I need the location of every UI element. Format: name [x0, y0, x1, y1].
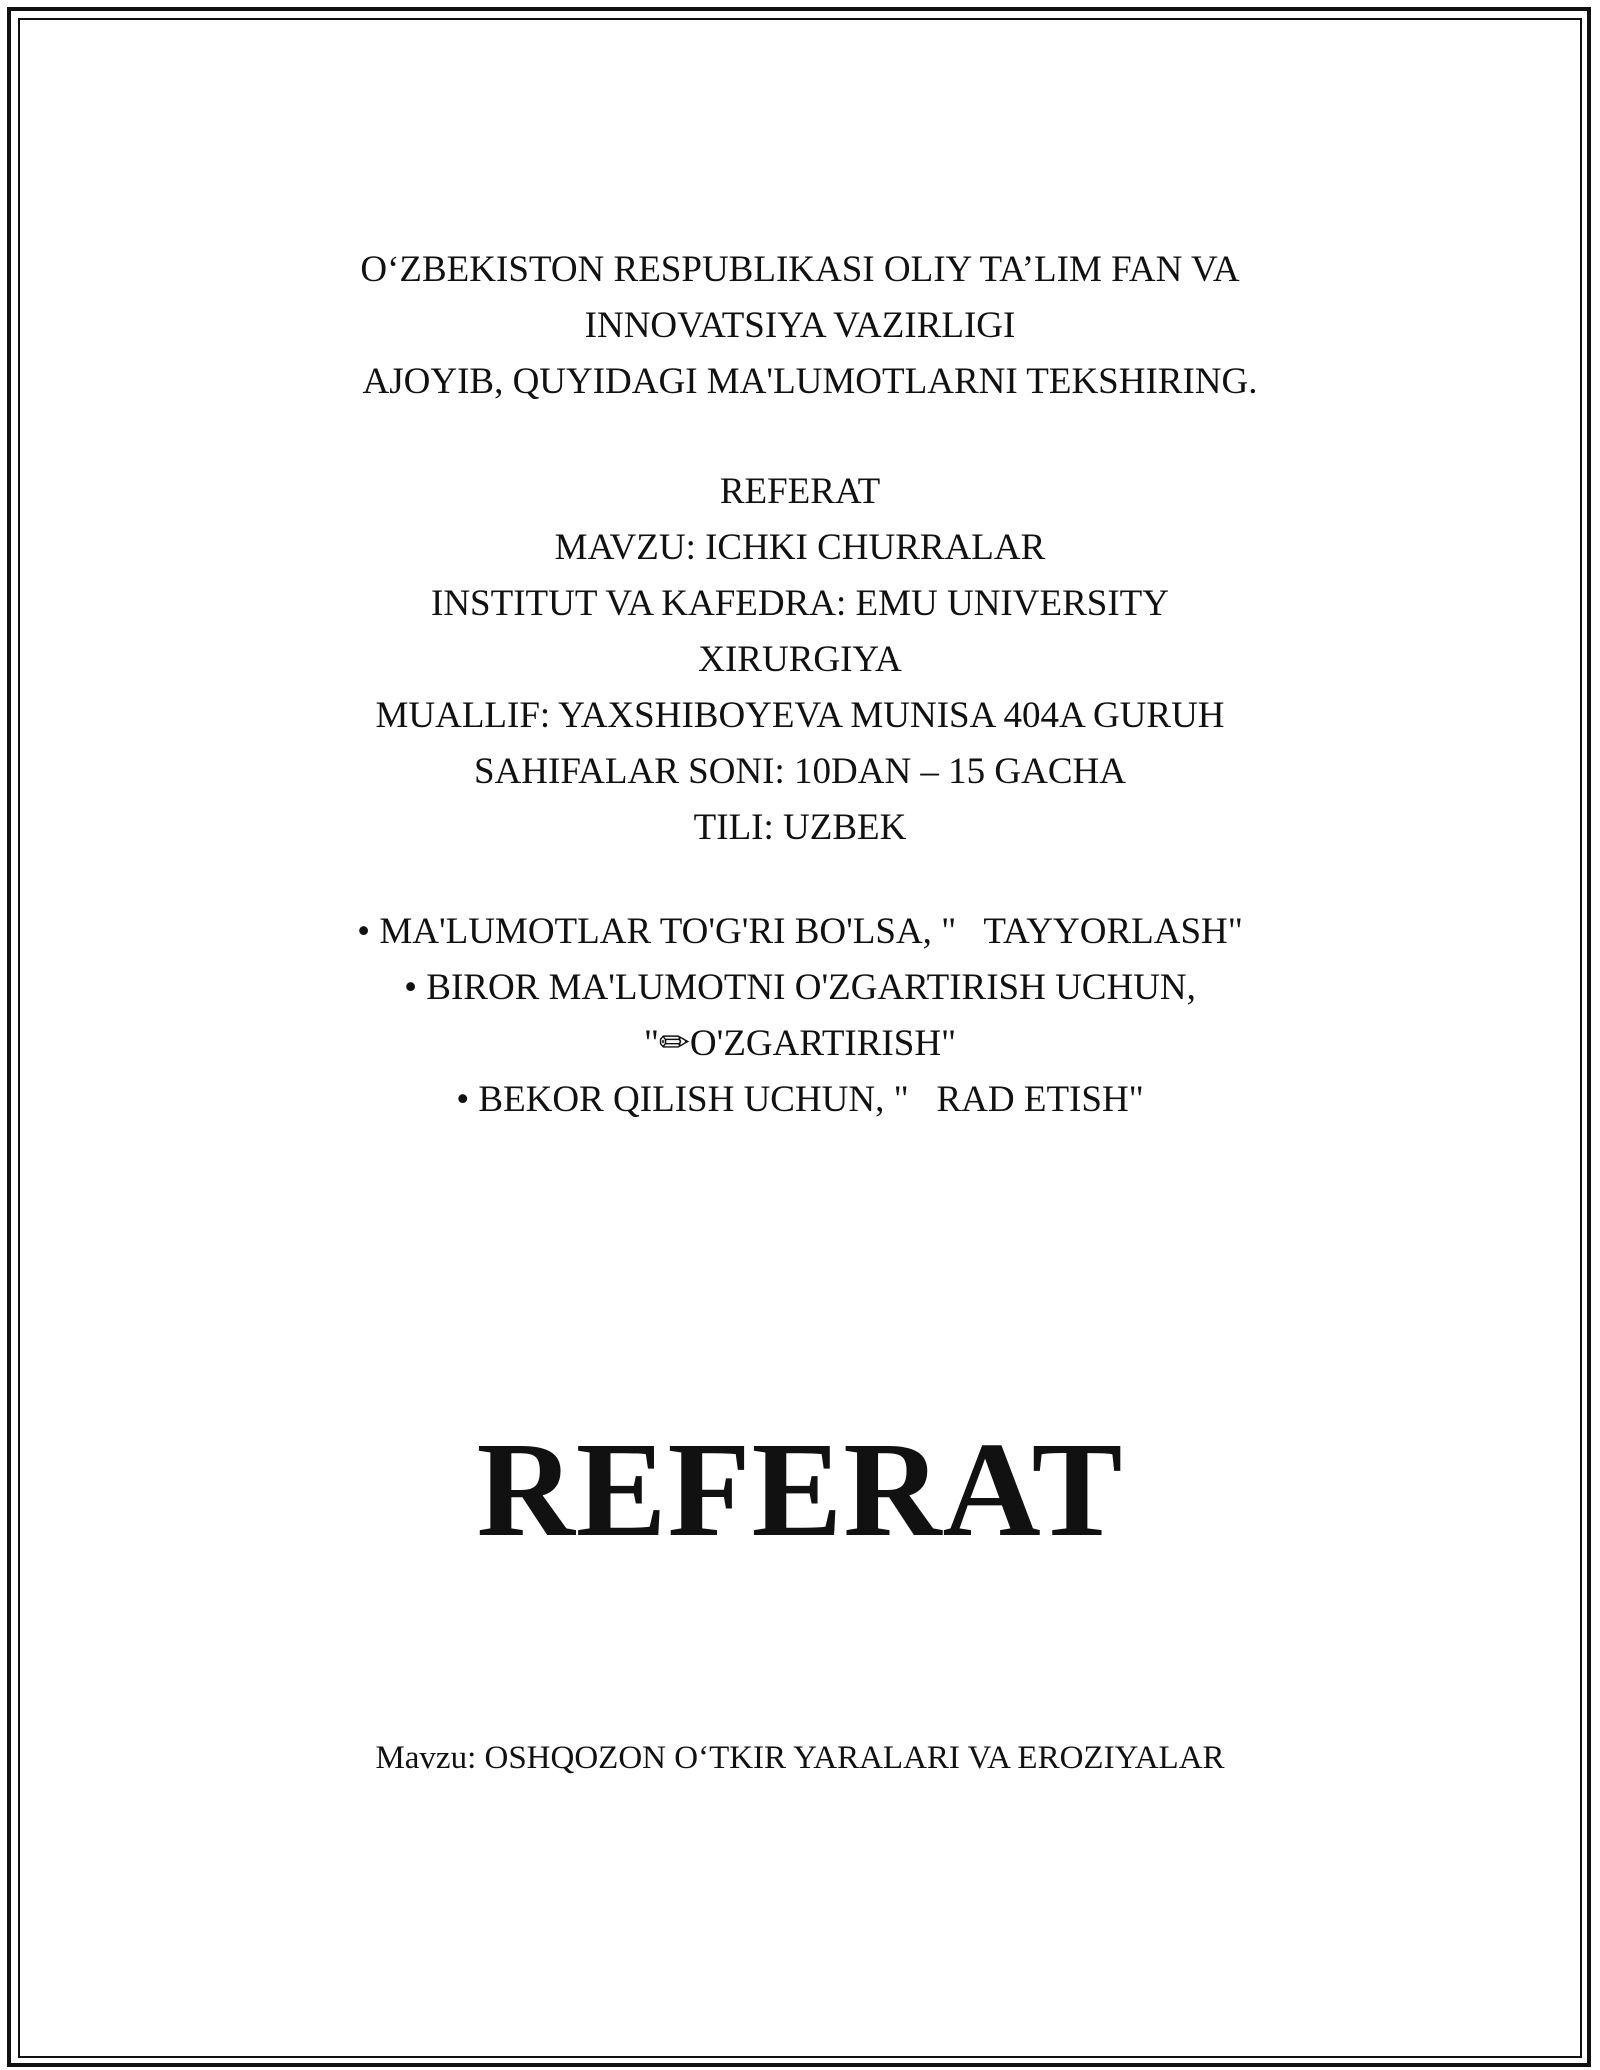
instruction-edit-line-1: • BIROR MA'LUMOTNI O'ZGARTIRISH UCHUN, [404, 967, 1196, 1008]
subject-line: Mavzu: OSHQOZON O‘TKIR YARALARI VA EROZIYALAR [375, 1740, 1225, 1776]
document-info [0, 464, 1600, 856]
institute-line-1: INSTITUT VA KAFEDRA: EMU UNIVERSITY [431, 583, 1169, 624]
ministry-name-line-1: O‘ZBEKISTON RESPUBLIKASI OLIY TA’LIM FAN VA [360, 249, 1240, 290]
document-type: REFERAT [719, 471, 881, 512]
instructions-list [0, 904, 1600, 1128]
instruction-edit-line-2: "✏O'ZGARTIRISH" [643, 1023, 957, 1064]
topic-line: MAVZU: ICHKI CHURRALAR [554, 527, 1046, 568]
instruction-confirm: • MA'LUMOTLAR TO'G'RI BO'LSA, " TAYYORLASH" [357, 911, 1243, 952]
author-line: MUALLIF: YAXSHIBOYEVA MUNISA 404A GURUH [375, 695, 1225, 736]
ministry-header [0, 242, 1600, 410]
page-count-line: SAHIFALAR SONI: 10DAN – 15 GACHA [474, 751, 1126, 792]
ministry-name-line-2: INNOVATSIYA VAZIRLIGI [584, 305, 1016, 346]
language-line: TILI: UZBEK [693, 807, 907, 848]
institute-line-2: XIRURGIYA [698, 639, 902, 680]
instruction-cancel: • BEKOR QILISH UCHUN, " RAD ETISH" [456, 1079, 1144, 1120]
document-title: REFERAT [476, 1415, 1124, 1565]
check-data-prompt: AJOYIB, QUYIDAGI MA'LUMOTLARNI TEKSHIRING. [362, 361, 1258, 402]
